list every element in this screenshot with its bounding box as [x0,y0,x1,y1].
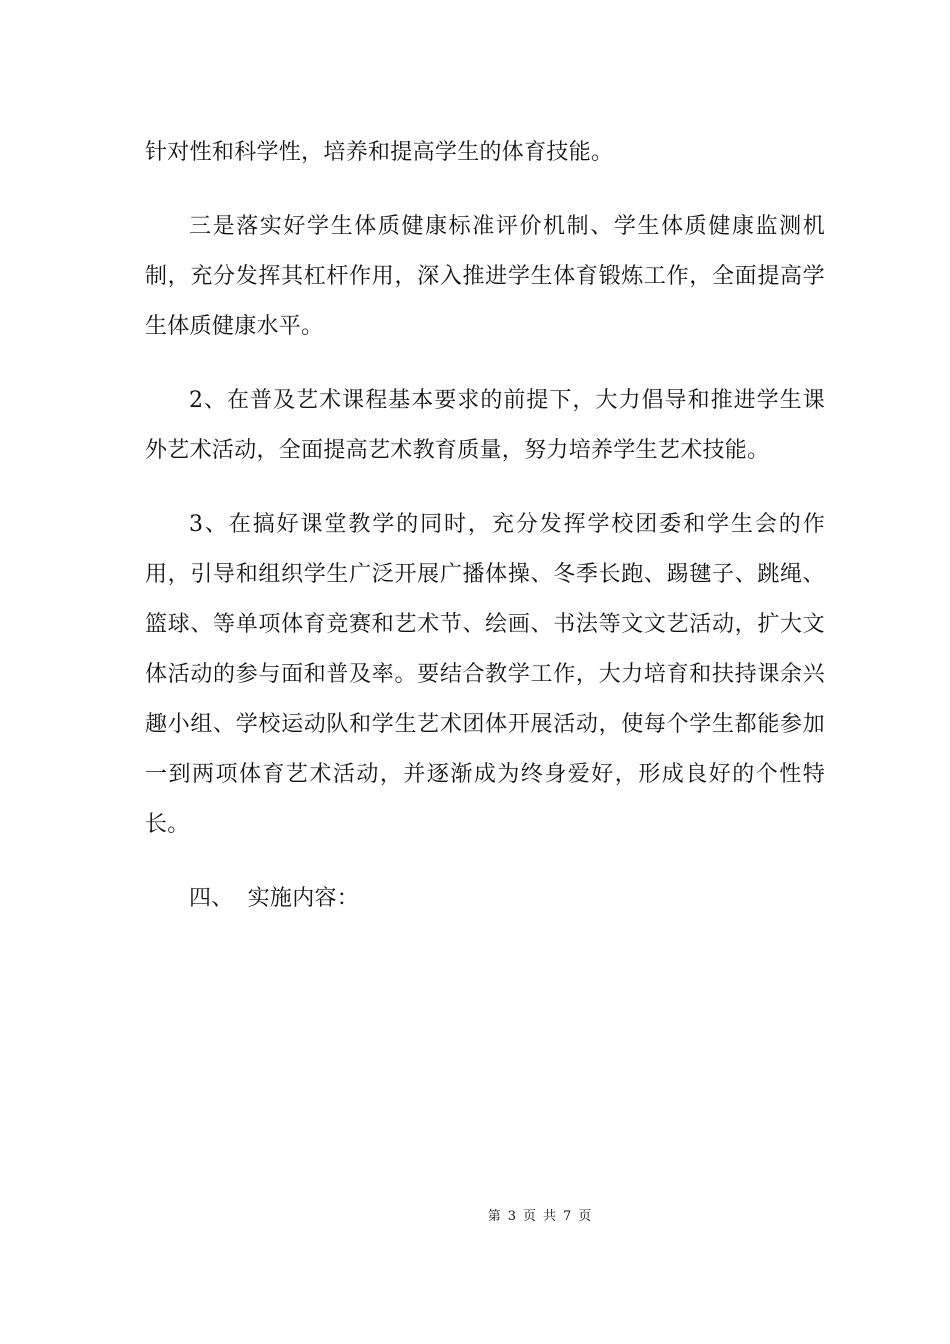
footer-current-page: 3 [507,1209,517,1224]
page-footer [0,1208,950,1226]
document-body [145,128,825,924]
footer-total-pages: 7 [563,1209,573,1224]
section-heading-number: 四、 [189,886,234,911]
footer-suffix: 页 [578,1209,593,1224]
section-heading-title: 实施内容： [247,886,360,911]
paragraph-3: 2、在普及艺术课程基本要求的前提下，大力倡导和推进学生课外艺术活动，全面提高艺术教育质量，努力培养学生艺术技能。 [145,388,825,463]
paragraph-2: 三是落实好学生体质健康标准评价机制、学生体质健康监测机制，充分发挥其杠杆作用，深入推进学生体育锻炼工作，全面提高学生体质健康水平。 [145,214,825,339]
footer-total-prefix: 共 [543,1209,558,1224]
footer-prefix: 第 [487,1209,502,1224]
section-heading [145,874,825,924]
paragraph-1: 针对性和科学性，培养和提高学生的体育技能。 [145,140,614,165]
footer-page-word: 页 [522,1209,537,1224]
paragraph-4: 3、在搞好课堂教学的同时，充分发挥学校团委和学生会的作用，引导和组织学生广泛开展广播体操、冬季长跑、踢毽子、跳绳、篮球、等单项体育竞赛和艺术节、绘画、书法等文文艺活动，扩大文体活动的参与面和普及率。要结合教学工作，大力培育和扶持课余兴趣小组、学校运动队和学生艺术团体开展活动，使每个学生都能参加一到两项体育艺术活动，并逐渐成为终身爱好，形成良好的个性特长。 [145,512,825,837]
